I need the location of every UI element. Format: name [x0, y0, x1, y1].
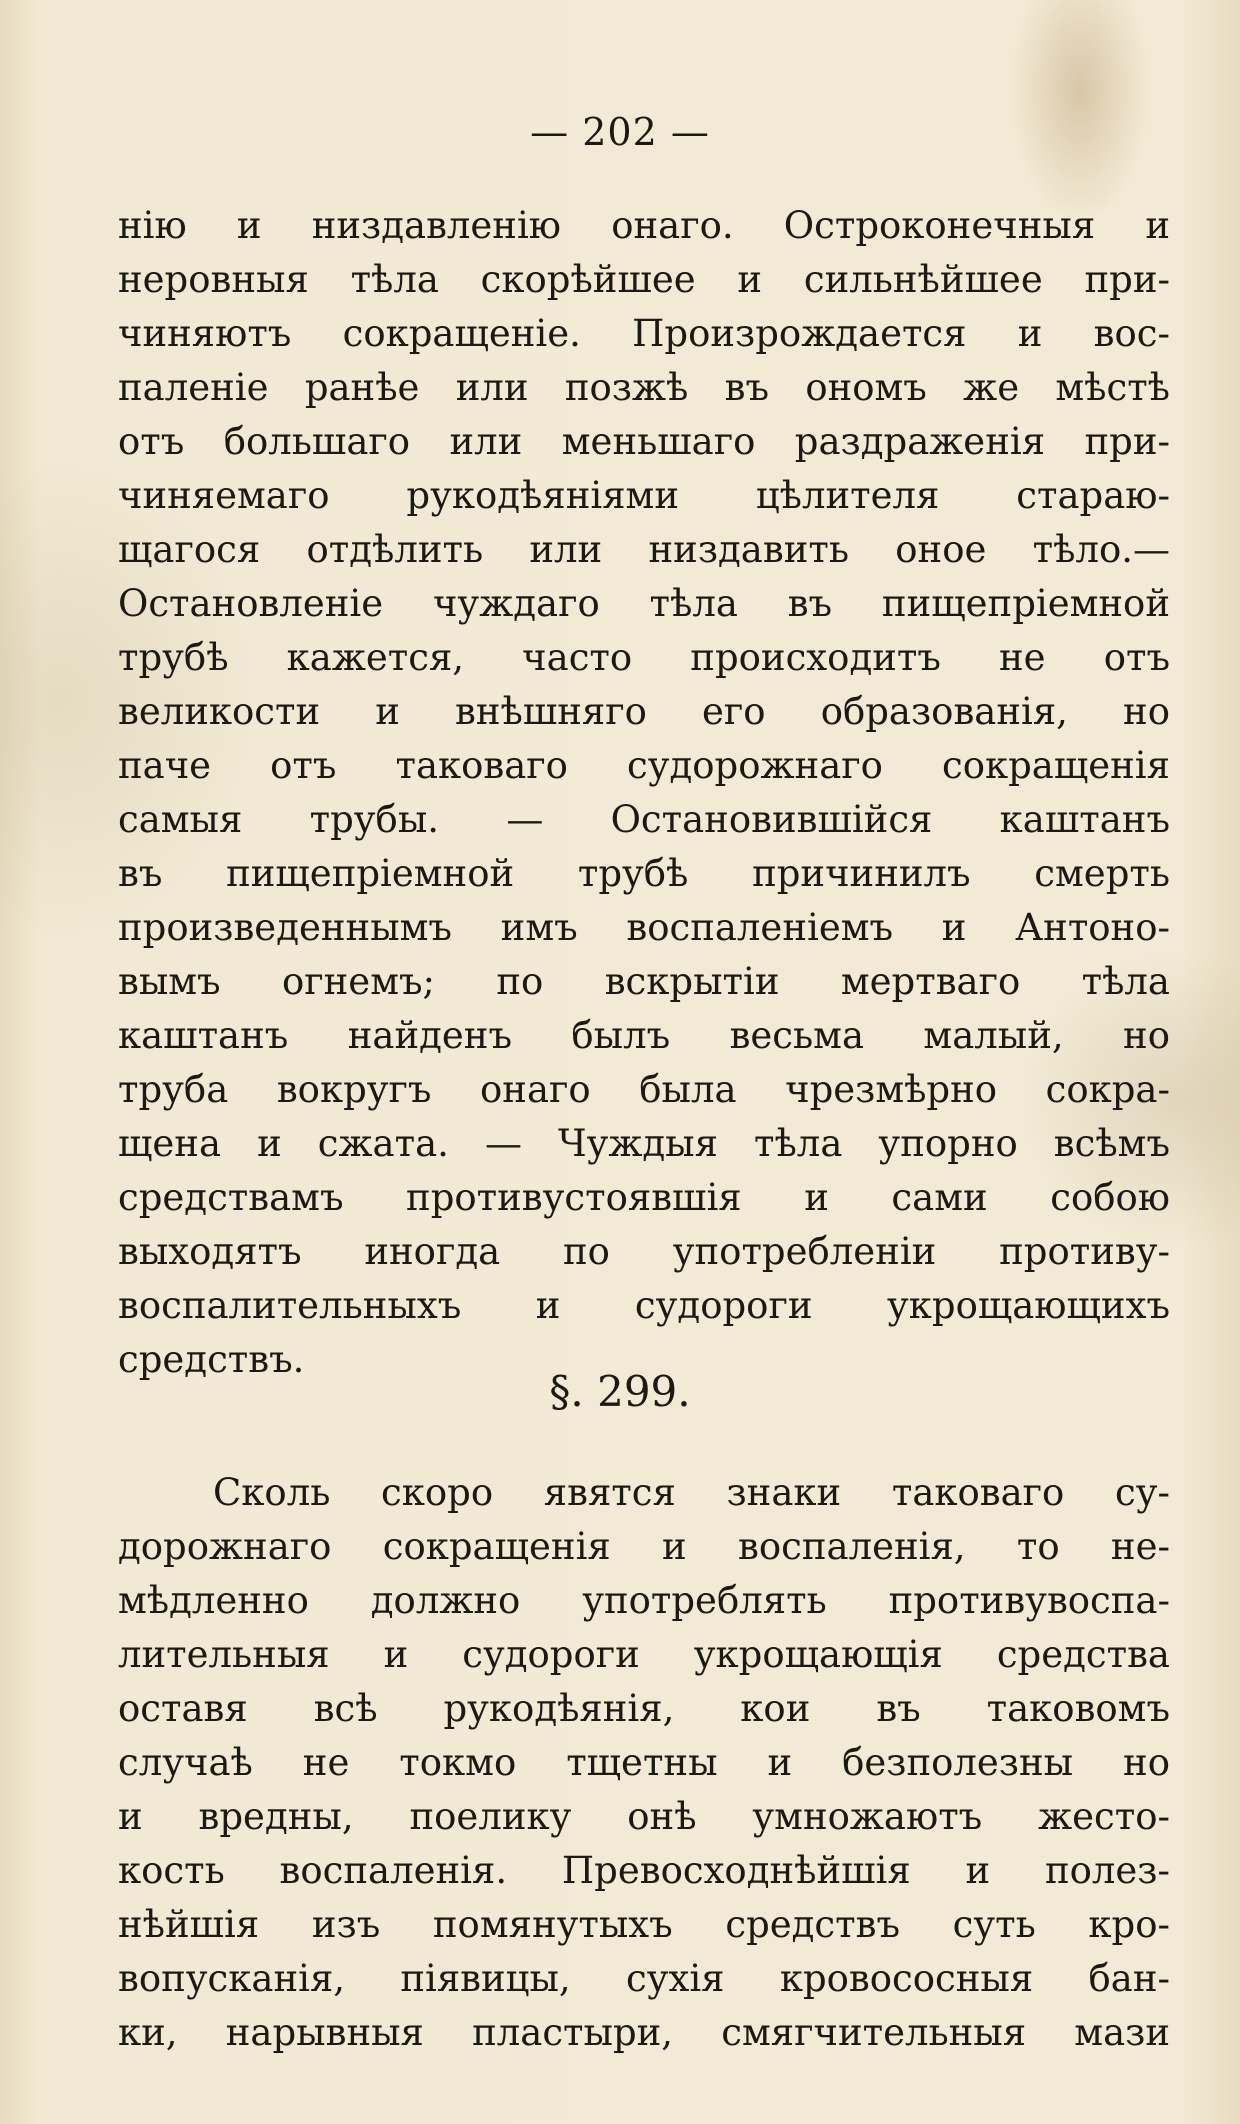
text-line: отъ большаго или меньшаго раздраженія при-	[118, 420, 1170, 463]
text-line: оставя всѣ рукодѣянія, кои въ таковомъ	[118, 1687, 1170, 1730]
text-line: великости и внѣшняго его образованія, но	[118, 690, 1170, 733]
text-line: ки, нарывныя пластыри, смягчительныя мази	[118, 2011, 1170, 2054]
text-line: паленіе ранѣе или позжѣ въ ономъ же мѣстѣ	[118, 366, 1170, 409]
paragraph-1	[118, 199, 1170, 1387]
text-line: лительныя и судороги укрощающія средства	[118, 1633, 1170, 1676]
text-line: средствъ.	[118, 1338, 305, 1381]
text-line: трубѣ кажется, часто происходитъ не отъ	[118, 636, 1170, 679]
text-line: въ пищепріемной трубѣ причинилъ смерть	[118, 852, 1170, 895]
text-line: чиняемаго рукодѣяніями цѣлителя стараю-	[118, 474, 1170, 517]
text-line: кость воспаленія. Превосходнѣйшія и полез-	[118, 1849, 1170, 1892]
text-line: дорожнаго сокращенія и воспаленія, то не-	[118, 1525, 1170, 1568]
text-line: воспалительныхъ и судороги укрощающихъ	[118, 1284, 1170, 1327]
text-line: паче отъ таковаго судорожнаго сокращенія	[118, 744, 1170, 787]
text-line: вымъ огнемъ; по вскрытіи мертваго тѣла	[118, 960, 1170, 1003]
section-heading: §. 299.	[549, 1367, 691, 1416]
text-line: произведеннымъ имъ воспаленіемъ и Антоно-	[118, 906, 1170, 949]
text-line: средствамъ противустоявшія и сами собою	[118, 1176, 1170, 1219]
text-line: щагося отдѣлить или низдавить оное тѣло.—	[118, 528, 1170, 571]
text-line: неровныя тѣла скорѣйшее и сильнѣйшее при-	[118, 258, 1170, 301]
text-line: каштанъ найденъ былъ весьма малый, но	[118, 1014, 1170, 1057]
text-line: нію и низдавленію онаго. Остроконечныя и	[118, 204, 1170, 247]
text-line: труба вокругъ онаго была чрезмѣрно сокра-	[118, 1068, 1170, 1111]
text-line: мѣдленно должно употреблять противувоспа-	[118, 1579, 1170, 1622]
text-line: нѣйшія изъ помянутыхъ средствъ суть кро-	[118, 1903, 1170, 1946]
text-line: самыя трубы. — Остановившійся каштанъ	[118, 798, 1170, 841]
text-line: щена и сжата. — Чуждыя тѣла упорно всѣмъ	[118, 1122, 1170, 1165]
paragraph-2	[118, 1466, 1170, 2060]
text-line: Сколь скоро явятся знаки таковаго су-	[213, 1471, 1170, 1514]
text-line: и вредны, поелику онѣ умножаютъ жесто-	[118, 1795, 1170, 1838]
text-line: случаѣ не токмо тщетны и безполезны но	[118, 1741, 1170, 1784]
text-line: Остановленіе чуждаго тѣла въ пищепріемной	[118, 582, 1170, 625]
text-line: вопусканія, піявицы, сухія кровососныя бан-	[118, 1957, 1170, 2000]
text-line: чиняютъ сокращеніе. Произрождается и вос-	[118, 312, 1170, 355]
page-number: — 202 —	[530, 110, 710, 154]
text-line: выходятъ иногда по употребленіи противу-	[118, 1230, 1170, 1273]
